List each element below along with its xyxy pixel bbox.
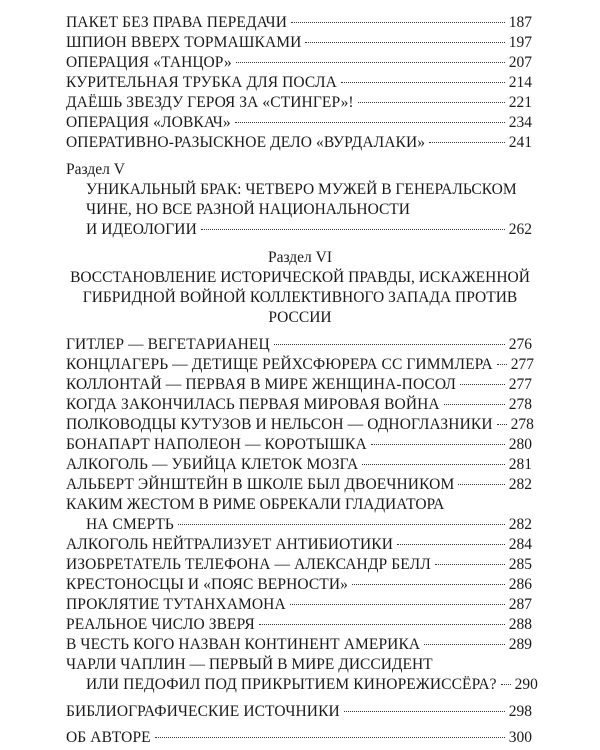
entry-title: В ЧЕСТЬ КОГО НАЗВАН КОНТИНЕНТ АМЕРИКА <box>66 636 421 653</box>
section-title-line: ЧИНЕ, НО ВСЕ РАЗНОЙ НАЦИОНАЛЬНОСТИ <box>86 201 410 218</box>
entry-page: 287 <box>508 596 532 613</box>
entry-title: КУРИТЕЛЬНАЯ ТРУБКА ДЛЯ ПОСЛА <box>66 74 337 91</box>
toc-entry <box>66 356 532 374</box>
entry-page: 282 <box>508 516 532 533</box>
entry-title: РЕАЛЬНОЕ ЧИСЛО ЗВЕРЯ <box>66 616 255 633</box>
entry-title: КОЛЛОНТАЙ — ПЕРВАЯ В МИРЕ ЖЕНЩИНА-ПОСОЛ <box>66 376 456 393</box>
entry-page: 286 <box>508 576 532 593</box>
section-heading-line: ГИБРИДНОЙ ВОЙНОЙ КОЛЛЕКТИВНОГО ЗАПАДА ПРОТИВ <box>82 289 518 306</box>
toc-entry <box>66 556 532 574</box>
entry-title: ОБ АВТОРЕ <box>66 729 151 746</box>
toc-entry <box>86 676 538 694</box>
toc-entry <box>66 376 532 394</box>
dot-leader <box>352 584 505 585</box>
entry-title: ДАЁШЬ ЗВЕЗДУ ГЕРОЯ ЗА «СТИНГЕР»! <box>66 94 354 111</box>
entry-title: ПОЛКОВОДЦЫ КУТУЗОВ И НЕЛЬСОН — ОДНОГЛАЗНИКИ <box>66 416 493 433</box>
dot-leader <box>274 344 505 345</box>
entry-title: ИЛИ ПЕДОФИЛ ПОД ПРИКРЫТИЕМ КИНОРЕЖИССЁРА? <box>86 676 497 693</box>
toc-entry <box>66 94 532 112</box>
entry-page: 277 <box>510 356 534 373</box>
entry-page: 221 <box>508 94 532 111</box>
entry-page: 298 <box>508 703 532 720</box>
entry-page: 278 <box>508 396 532 413</box>
entry-page: 288 <box>508 616 532 633</box>
entry-page: 290 <box>514 676 538 693</box>
toc-entry <box>86 221 532 239</box>
dot-leader <box>358 102 505 103</box>
toc-entry <box>66 416 532 434</box>
dot-leader <box>429 142 505 143</box>
dot-leader <box>458 484 504 485</box>
entry-page: 277 <box>508 376 532 393</box>
entry-title: ШПИОН ВВЕРХ ТОРМАШКАМИ <box>66 34 302 51</box>
section-label: Раздел V <box>66 161 125 178</box>
entry-page: 278 <box>510 416 534 433</box>
entry-title: ОПЕРАТИВНО-РАЗЫСКНОЕ ДЕЛО «ВУРДАЛАКИ» <box>66 134 426 151</box>
toc-entry <box>66 336 532 354</box>
entry-title-line: ЧАРЛИ ЧАПЛИН — ПЕРВЫЙ В МИРЕ ДИССИДЕНТ <box>66 656 433 673</box>
toc-entry <box>86 516 532 534</box>
dot-leader <box>497 424 507 425</box>
toc-entry <box>66 34 532 52</box>
dot-leader <box>497 364 507 365</box>
toc-entry-about-author <box>66 729 532 747</box>
dot-leader <box>344 711 505 712</box>
toc-entry <box>66 476 532 494</box>
entry-page: 281 <box>508 456 532 473</box>
entry-page: 282 <box>508 476 532 493</box>
toc-entry <box>66 54 532 72</box>
entry-title: ОПЕРАЦИЯ «ТАНЦОР» <box>66 54 232 71</box>
dot-leader <box>259 624 505 625</box>
toc-entry <box>66 536 532 554</box>
entry-page: 284 <box>508 536 532 553</box>
dot-leader <box>341 82 505 83</box>
entry-title: БИБЛИОГРАФИЧЕСКИЕ ИСТОЧНИКИ <box>66 703 340 720</box>
dot-leader <box>290 604 505 605</box>
dot-leader <box>236 62 505 63</box>
entry-page: 207 <box>508 54 532 71</box>
entry-title: КОНЦЛАГЕРЬ — ДЕТИЩЕ РЕЙХСФЮРЕРА СС ГИММЛЕРА <box>66 356 493 373</box>
entry-title: И ИДЕОЛОГИИ <box>86 221 197 238</box>
toc-entry <box>66 576 532 594</box>
dot-leader <box>362 464 505 465</box>
dot-leader <box>201 229 505 230</box>
dot-leader <box>444 404 505 405</box>
entry-title: ОПЕРАЦИЯ «ЛОВКАЧ» <box>66 114 231 131</box>
entry-title: ПРОКЛЯТИЕ ТУТАНХАМОНА <box>66 596 286 613</box>
entry-title: АЛКОГОЛЬ — УБИЙЦА КЛЕТОК МОЗГА <box>66 456 359 473</box>
toc-entry <box>66 14 532 32</box>
toc-entry <box>66 74 532 92</box>
entry-page: 262 <box>508 221 532 238</box>
entry-title: КРЕСТОНОСЦЫ И «ПОЯС ВЕРНОСТИ» <box>66 576 349 593</box>
entry-page: 187 <box>508 14 532 31</box>
toc-entry <box>66 616 532 634</box>
entry-title-line: КАКИМ ЖЕСТОМ В РИМЕ ОБРЕКАЛИ ГЛАДИАТОРА <box>66 496 445 513</box>
dot-leader <box>424 644 505 645</box>
dot-leader <box>155 737 505 738</box>
entry-title: НА СМЕРТЬ <box>86 516 174 533</box>
dot-leader <box>460 384 505 385</box>
section-heading-line: РОССИИ <box>268 309 332 326</box>
entry-page: 214 <box>508 74 532 91</box>
toc-entry <box>66 636 532 654</box>
section-label: Раздел VI <box>267 249 333 266</box>
dot-leader <box>397 544 505 545</box>
toc-entry <box>66 436 532 454</box>
dot-leader <box>291 22 505 23</box>
entry-title: БОНАПАРТ НАПОЛЕОН — КОРОТЫШКА <box>66 436 367 453</box>
dot-leader <box>235 122 505 123</box>
entry-title: ПАКЕТ БЕЗ ПРАВА ПЕРЕДАЧИ <box>66 14 288 31</box>
dot-leader <box>435 564 505 565</box>
toc-entry <box>66 114 532 132</box>
dot-leader <box>305 42 504 43</box>
entry-title: ГИТЛЕР — ВЕГЕТАРИАНЕЦ <box>66 336 270 353</box>
entry-title: ИЗОБРЕТАТЕЛЬ ТЕЛЕФОНА — АЛЕКСАНДР БЕЛЛ <box>66 556 431 573</box>
toc-entry-bibliography <box>66 703 532 721</box>
toc-entry <box>66 134 532 152</box>
toc-entry <box>66 456 532 474</box>
entry-title: КОГДА ЗАКОНЧИЛАСЬ ПЕРВАЯ МИРОВАЯ ВОЙНА <box>66 396 440 413</box>
toc-entry <box>66 596 532 614</box>
entry-page: 300 <box>508 729 532 746</box>
entry-page: 276 <box>508 336 532 353</box>
entry-page: 285 <box>508 556 532 573</box>
entry-page: 197 <box>508 34 532 51</box>
section-title-line: УНИКАЛЬНЫЙ БРАК: ЧЕТВЕРО МУЖЕЙ В ГЕНЕРАЛЬСКОМ <box>86 181 517 198</box>
section-heading-line: ВОССТАНОВЛЕНИЕ ИСТОРИЧЕСКОЙ ПРАВДЫ, ИСКАЖЕННОЙ <box>70 269 530 286</box>
entry-title: АЛЬБЕРТ ЭЙНШТЕЙН В ШКОЛЕ БЫЛ ДВОЕЧНИКОМ <box>66 476 455 493</box>
entry-page: 289 <box>508 636 532 653</box>
entry-title: АЛКОГОЛЬ НЕЙТРАЛИЗУЕТ АНТИБИОТИКИ <box>66 536 393 553</box>
dot-leader <box>178 524 505 525</box>
entry-page: 234 <box>508 114 532 131</box>
entry-page: 280 <box>508 436 532 453</box>
dot-leader <box>501 684 511 685</box>
toc-entry <box>66 396 532 414</box>
dot-leader <box>371 444 505 445</box>
entry-page: 241 <box>508 134 532 151</box>
